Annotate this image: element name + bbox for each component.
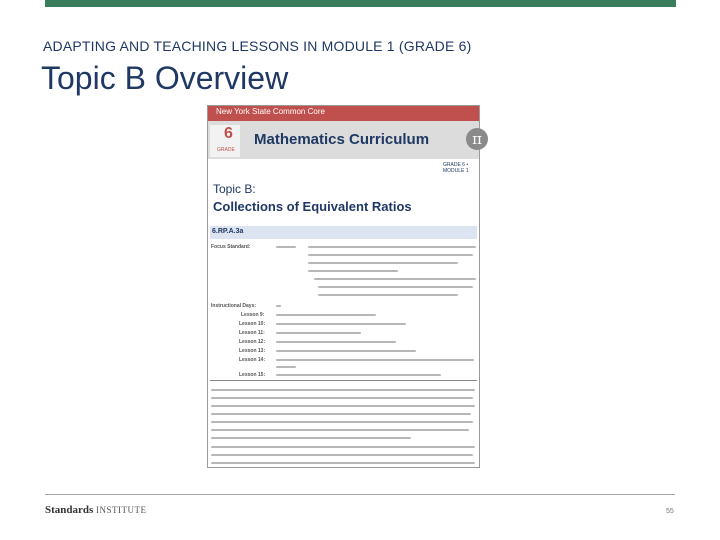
top-accent-bar: [45, 0, 676, 7]
text-line: [276, 246, 296, 248]
lesson-label: Lesson 15:: [239, 372, 266, 378]
lesson-label: Lesson 13:: [239, 348, 266, 354]
text-line: [308, 246, 476, 248]
text-line: [276, 374, 441, 376]
text-line: [276, 323, 406, 325]
topic-label: Topic B:: [213, 182, 256, 196]
doc-banner: [208, 106, 479, 121]
logo-bold-text: Standards: [45, 504, 94, 516]
slide-kicker: ADAPTING AND TEACHING LESSONS IN MODULE 1 (GRADE 6): [43, 38, 472, 54]
text-line: [276, 366, 296, 368]
text-line: [308, 270, 398, 272]
doc-divider: [210, 380, 477, 381]
text-line: [211, 389, 475, 391]
text-line: [211, 454, 473, 456]
grade-word: GRADE: [217, 147, 235, 153]
text-line: [211, 421, 473, 423]
text-line: [211, 437, 411, 439]
instructional-days-label: Instructional Days:: [211, 303, 257, 309]
pi-icon: π: [466, 128, 488, 150]
doc-header: [208, 121, 482, 159]
curriculum-title: Mathematics Curriculum: [254, 131, 430, 148]
footer-rule: [45, 494, 675, 495]
document-thumbnail: [207, 105, 480, 468]
text-line: [276, 314, 376, 316]
page-number: 55: [666, 508, 674, 515]
slide-title: Topic B Overview: [41, 60, 289, 96]
standard-code: 6.RP.A.3a: [212, 228, 244, 235]
text-line: [211, 397, 473, 399]
lesson-label: Lesson 10:: [239, 321, 266, 327]
module-label: GRADE 6 • MODULE 1: [443, 162, 469, 174]
text-line: [308, 254, 473, 256]
doc-banner-text: New York State Common Core: [216, 107, 325, 116]
text-line: [276, 341, 396, 343]
text-line: [276, 359, 474, 361]
text-line: [314, 278, 476, 280]
text-line: [308, 262, 458, 264]
logo-rest-text: INSTITUTE: [96, 505, 147, 515]
lesson-label: Lesson 12:: [239, 339, 266, 345]
text-line: [211, 405, 475, 407]
lesson-label: Lesson 11:: [239, 330, 265, 336]
text-line: [211, 429, 469, 431]
text-line: [318, 294, 458, 296]
grade-badge: [210, 125, 240, 157]
text-line: [276, 305, 281, 307]
text-line: [211, 446, 475, 448]
text-line: [276, 350, 416, 352]
lesson-label: Lesson 14:: [239, 357, 266, 363]
topic-name: Collections of Equivalent Ratios: [213, 199, 412, 214]
grade-number: 6: [224, 125, 233, 142]
text-line: [211, 413, 471, 415]
footer-logo: [45, 504, 147, 516]
text-line: [318, 286, 473, 288]
lesson-label: Lesson 9:: [241, 312, 265, 318]
text-line: [211, 462, 475, 464]
standard-bar: [210, 226, 477, 239]
text-line: [276, 332, 361, 334]
focus-standard-label: Focus Standard:: [211, 244, 251, 250]
